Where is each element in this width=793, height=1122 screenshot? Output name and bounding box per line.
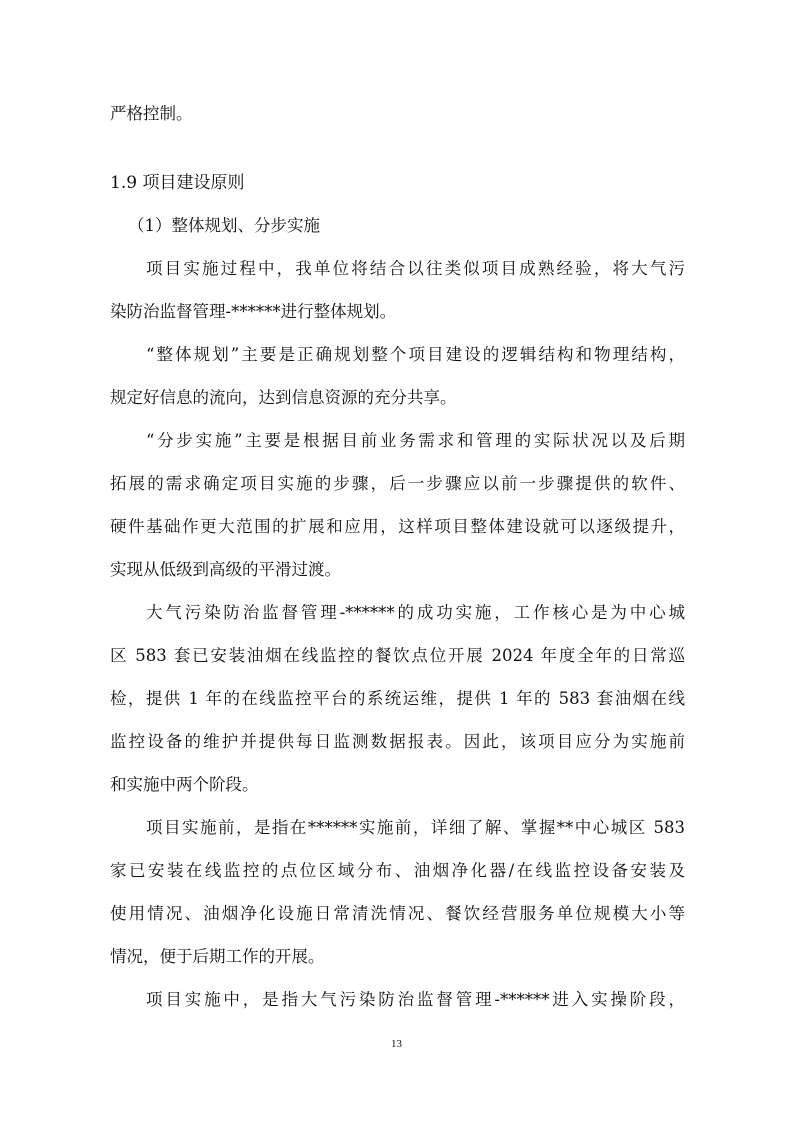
paragraph-line: 监控设备的维护并提供每日监测数据报表。因此，该项目应分为实施前 <box>110 732 685 751</box>
paragraph-line: 情况，便于后期工作的开展。 <box>110 947 325 966</box>
paragraph-line: 大气污染防治监督管理-******的成功实施，工作核心是为中心城 <box>146 603 685 622</box>
paragraph-line: 使用情况、油烟净化设施日常清洗情况、餐饮经营服务单位规模大小等 <box>110 904 685 923</box>
page-number: 13 <box>391 1038 402 1050</box>
paragraph-line: 项目实施前，是指在******实施前，详细了解、掌握**中心城区 583 <box>146 818 685 837</box>
paragraph-line: 实现从低级到高级的平滑过渡。 <box>110 560 341 579</box>
paragraph-line: “分步实施”主要是根据目前业务需求和管理的实际状况以及后期 <box>146 431 685 450</box>
paragraph-line: “整体规划”主要是正确规划整个项目建设的逻辑结构和物理结构， <box>146 345 685 364</box>
subsection-heading: （1）整体规划、分步实施 <box>128 216 320 235</box>
paragraph-line: 项目实施过程中，我单位将结合以往类似项目成熟经验，将大气污 <box>146 259 685 278</box>
paragraph-line: 硬件基础作更大范围的扩展和应用，这样项目整体建设就可以逐级提升， <box>110 517 685 536</box>
paragraph-line: 和实施中两个阶段。 <box>110 775 259 794</box>
paragraph-line: 检，提供 1 年的在线监控平台的系统运维，提供 1 年的 583 套油烟在线 <box>110 689 685 708</box>
paragraph-line: 项目实施中，是指大气污染防治监督管理-******进入实操阶段， <box>146 990 685 1009</box>
paragraph-line: 染防治监督管理-******进行整体规划。 <box>110 302 397 321</box>
paragraph-line: 区 583 套已安装油烟在线监控的餐饮点位开展 2024 年度全年的日常巡 <box>110 646 685 665</box>
section-heading: 1.9 项目建设原则 <box>110 173 245 193</box>
paragraph-line: 家已安装在线监控的点位区域分布、油烟净化器/在线监控设备安装及 <box>110 861 685 880</box>
paragraph-line: 严格控制。 <box>110 104 193 123</box>
paragraph-line: 拓展的需求确定项目实施的步骤，后一步骤应以前一步骤提供的软件、 <box>110 474 685 493</box>
paragraph-line: 规定好信息的流向，达到信息资源的充分共享。 <box>110 388 457 407</box>
